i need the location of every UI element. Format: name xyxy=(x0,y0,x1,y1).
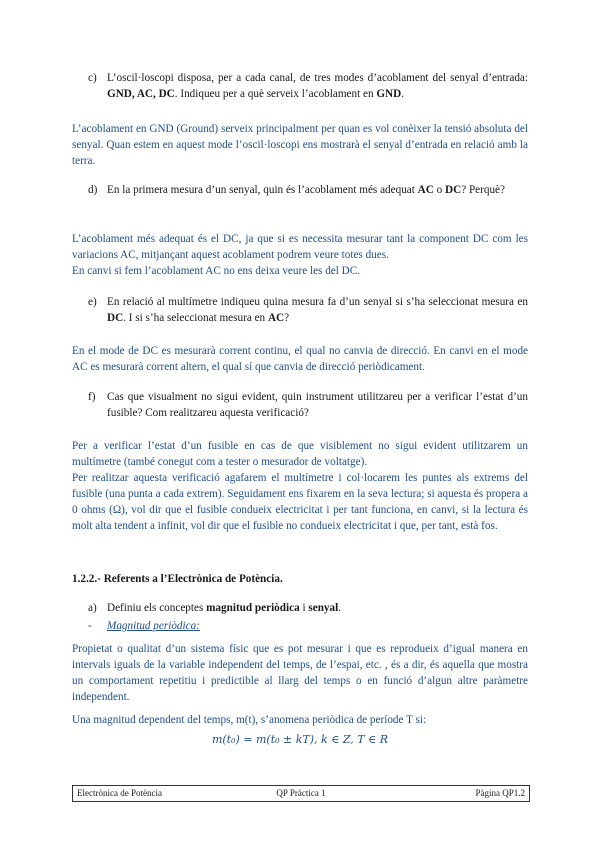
question-label: e) xyxy=(88,296,97,308)
question-text: L’oscil·loscopi disposa, per a cada canal, de tres modes d’acoblament del senyal d’entrada: GND, AC, DC. Indiqueu per a què serveix l’acoblament en GND. xyxy=(107,72,528,100)
bullet-dash: - xyxy=(88,620,92,632)
question-f xyxy=(88,389,528,421)
question-a xyxy=(88,600,528,616)
answer-e: En el mode de DC es mesurarà corrent continu, el qual no canvia de direcció. En canvi en el mode AC es mesurarà corrent altern, el qual sí que canvia de direcció periòdicament. xyxy=(72,345,528,373)
bullet-heading: Magnitud periòdica: xyxy=(107,620,200,632)
definition-text: Una magnitud dependent del temps, m(t), s’anomena periòdica de període T si: xyxy=(72,714,427,726)
footer-page-number: Pàgina QP1.2 xyxy=(475,788,525,798)
question-c xyxy=(88,70,528,102)
answer-c: L’acoblament en GND (Ground) serveix principalment per quan es vol conèixer la tensió absoluta del senyal. Quan estem en aquest mode l’oscil·loscopi ens mostrarà el senyal d’entrada en relació amb la terra. xyxy=(72,123,528,167)
question-label: f) xyxy=(88,391,96,403)
page-footer xyxy=(72,785,530,802)
question-label: a) xyxy=(88,602,97,614)
question-text: En la primera mesura d’un senyal, quin és l’acoblament més adequat AC o DC? Perquè? xyxy=(107,184,505,196)
question-d xyxy=(88,182,528,198)
answer-f: Per a verificar l’estat d’un fusible en cas de que visiblement no sigui evident utilitzarem un multímetre (també conegut com a tester o mesurador de voltatge). Per realitzar aquesta verificació agafarem el multímetre i col·locarem les puntes als extrems del fusible (una punta a cada extrem). Seguidament ens fixarem en la seva lectura; si aquesta és propera a 0 ohms (Ω), vol dir que el fusible condueix electricitat i per tant funciona, en canvi, si la lectura és molt alta tendent a infinit, vol dir que el fusible no condueix electricitat i que, per tant, està fos. xyxy=(72,440,528,532)
section-heading: 1.2.2.- Referents a l’Electrònica de Potència. xyxy=(72,573,283,585)
question-text: Cas que visualment no sigui evident, quin instrument utilitzareu per a verificar l’estat d’un fusible? Com realitzareu aquesta verificació? xyxy=(107,391,528,419)
footer-practice: QP Pràctica 1 xyxy=(276,788,326,798)
question-e xyxy=(88,294,528,326)
question-label: c) xyxy=(88,72,97,84)
footer-course: Electrònica de Potència xyxy=(77,788,162,798)
question-text: En relació al multímetre indiqueu quina mesura fa d’un senyal si s’ha seleccionat mesura en DC. I si s’ha seleccionat mesura en AC? xyxy=(107,296,528,324)
question-label: d) xyxy=(88,184,98,196)
answer-d: L’acoblament més adequat és el DC, ja que si es necessita mesurar tant la component DC com les variacions AC, mitjançant aquest acoblament podrem veure totes dues. En canvi si fem l’acoblament AC no ens deixa veure les del DC. xyxy=(72,233,528,277)
question-text: Definiu els conceptes magnitud periòdica i senyal. xyxy=(107,602,342,614)
periodic-formula: m(t₀) = m(t₀ ± kT), k ∈ Z, T ∈ R xyxy=(211,733,389,746)
answer-periodica: Propietat o qualitat d’un sistema físic que es pot mesurar i que es reprodueix d’igual manera en intervals iguals de la variable independent del temps, de l’espai, etc. , és a dir, és aquella que mostra un comportament repetitiu i predictible al llarg del temps o en funció d’algun altre paràmetre independent. xyxy=(72,643,528,703)
